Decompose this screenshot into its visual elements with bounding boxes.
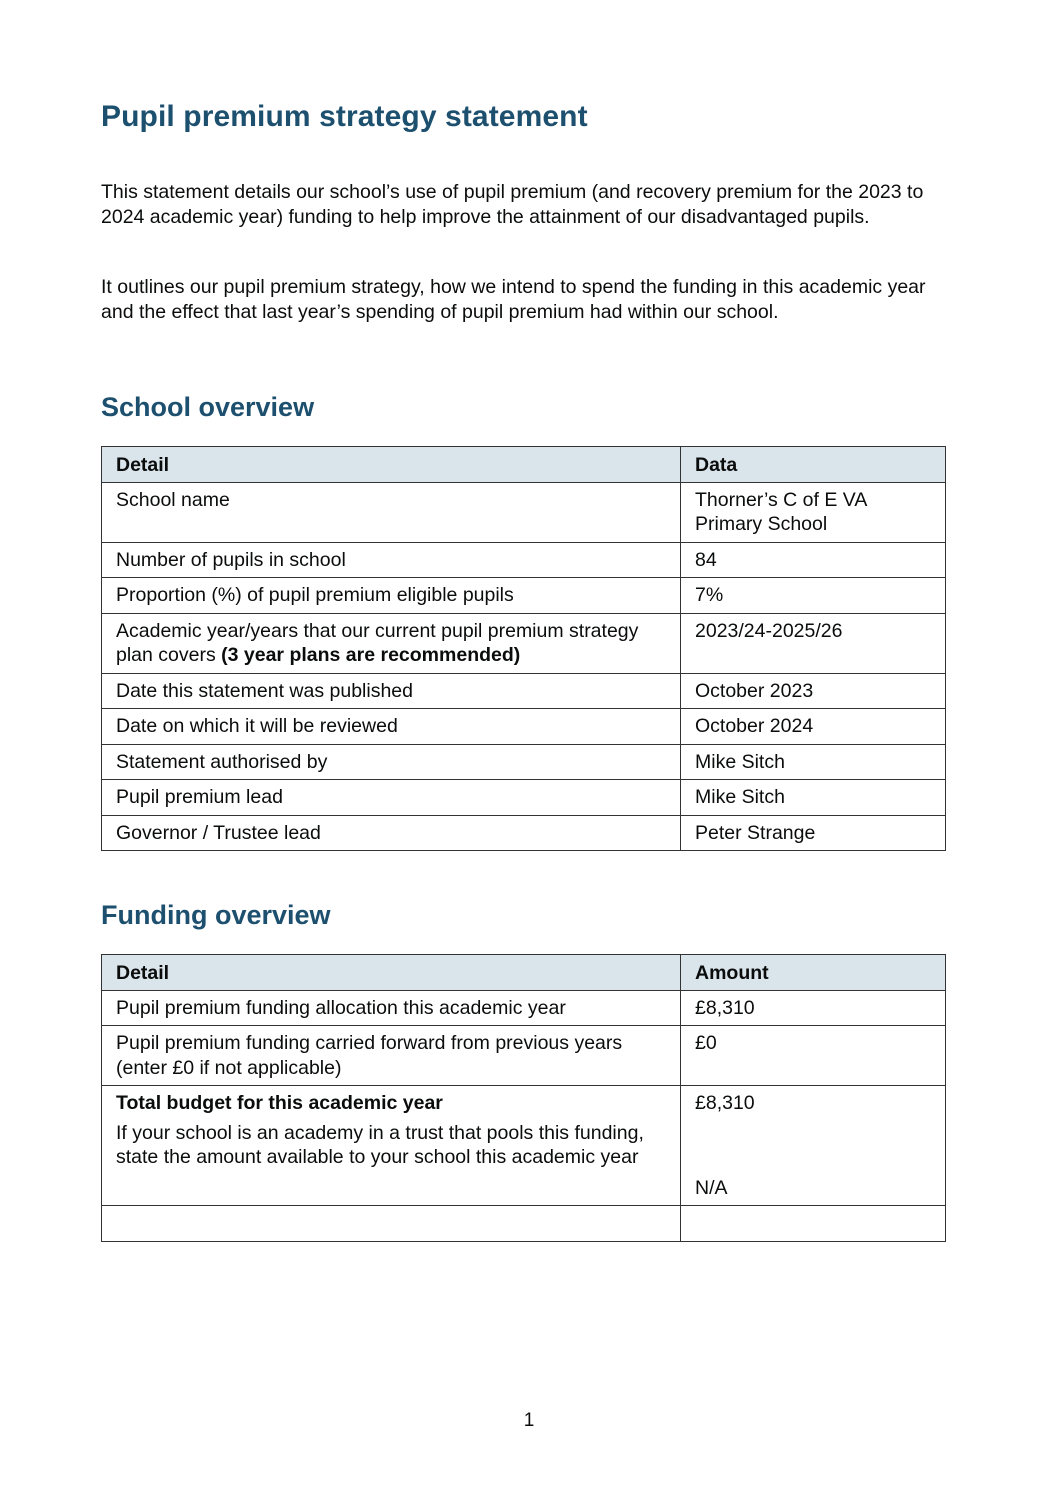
table-row	[102, 815, 946, 851]
detail-cell: Date this statement was published	[102, 673, 681, 709]
detail-cell	[102, 1086, 681, 1206]
school-overview-heading: School overview	[101, 392, 315, 422]
data-cell: Peter Strange	[681, 815, 946, 851]
table-row	[102, 709, 946, 745]
column-header-detail: Detail	[102, 955, 681, 991]
amount-cell	[681, 1086, 946, 1206]
table-header-row	[102, 955, 946, 991]
table-row	[102, 578, 946, 614]
page-number: 1	[523, 1410, 535, 1431]
table-header-row	[102, 447, 946, 483]
detail-cell: Statement authorised by	[102, 744, 681, 780]
table-row	[102, 780, 946, 816]
column-header-amount: Amount	[681, 955, 946, 991]
table-row	[102, 1026, 946, 1086]
amount-cell: £8,310	[681, 990, 946, 1026]
funding-overview-table	[101, 954, 946, 1242]
intro-paragraph-2: It outlines our pupil premium strategy, how we intend to spend the funding in this academic year and the effect that last year’s spending of pupil premium had within our school.	[101, 276, 926, 323]
column-header-data: Data	[681, 447, 946, 483]
data-cell: 7%	[681, 578, 946, 614]
detail-cell: Pupil premium lead	[102, 780, 681, 816]
academy-note: If your school is an academy in a trust that pools this funding, state the amount available to your school this academic year	[116, 1121, 644, 1168]
detail-cell: School name	[102, 482, 681, 542]
table-row	[102, 673, 946, 709]
table-row	[102, 1086, 946, 1206]
data-cell: 84	[681, 542, 946, 578]
data-cell: Mike Sitch	[681, 744, 946, 780]
school-overview-table	[101, 446, 946, 851]
detail-cell: Number of pupils in school	[102, 542, 681, 578]
amount-cell	[681, 1206, 946, 1242]
amount-cell: £0	[681, 1026, 946, 1086]
detail-cell	[102, 613, 681, 673]
column-header-detail: Detail	[102, 447, 681, 483]
detail-cell: Pupil premium funding carried forward from previous years (enter £0 if not applicable)	[102, 1026, 681, 1086]
detail-text: Academic year/years that our current pupil premium strategy plan covers	[116, 619, 639, 666]
table-row	[102, 744, 946, 780]
data-cell: Mike Sitch	[681, 780, 946, 816]
detail-cell: Governor / Trustee lead	[102, 815, 681, 851]
data-cell: October 2023	[681, 673, 946, 709]
table-row	[102, 613, 946, 673]
table-row	[102, 1206, 946, 1242]
table-row	[102, 990, 946, 1026]
data-cell: October 2024	[681, 709, 946, 745]
data-cell: 2023/24-2025/26	[681, 613, 946, 673]
detail-cell: Proportion (%) of pupil premium eligible pupils	[102, 578, 681, 614]
table-row	[102, 482, 946, 542]
data-cell: Thorner’s C of E VA Primary School	[681, 482, 946, 542]
detail-cell: Date on which it will be reviewed	[102, 709, 681, 745]
total-budget-amount: £8,310	[695, 1092, 755, 1114]
detail-cell	[102, 1206, 681, 1242]
total-budget-label: Total budget for this academic year	[116, 1092, 443, 1114]
detail-cell: Pupil premium funding allocation this academic year	[102, 990, 681, 1026]
academy-amount: N/A	[695, 1176, 728, 1199]
intro-paragraph-1: This statement details our school’s use of pupil premium (and recovery premium for the 2023 to 2024 academic year) funding to help improve the attainment of our disadvantaged pupils.	[101, 181, 924, 228]
funding-overview-heading: Funding overview	[101, 900, 331, 930]
table-row	[102, 542, 946, 578]
page-title: Pupil premium strategy statement	[101, 100, 588, 133]
detail-bold-note: (3 year plans are recommended)	[221, 644, 521, 666]
